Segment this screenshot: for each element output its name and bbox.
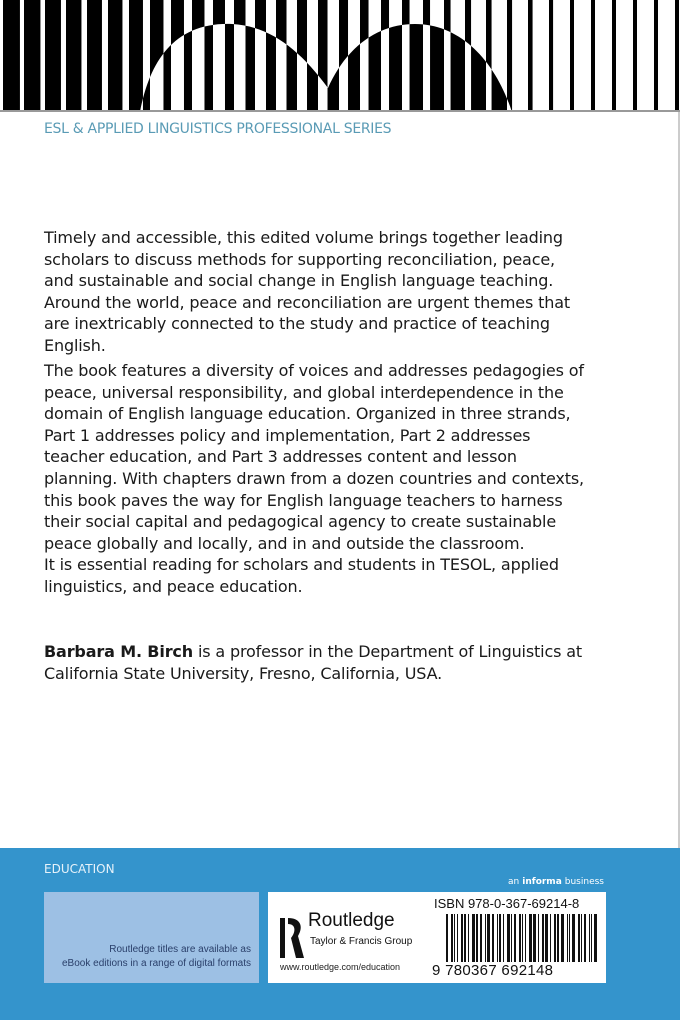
stripe — [245, 0, 255, 110]
text-line: linguistics, and peace education. — [44, 576, 303, 596]
publisher-url[interactable]: www.routledge.com/education — [280, 962, 401, 972]
stripe — [307, 0, 318, 110]
stripe — [3, 0, 20, 110]
stripe — [81, 0, 87, 110]
stripe — [108, 0, 122, 110]
ebook-notice — [44, 892, 259, 983]
barcode-bar — [451, 914, 453, 962]
barcode-bar — [457, 914, 458, 962]
stripe-arch-artwork — [0, 0, 680, 112]
barcode-bar — [529, 914, 532, 962]
barcode-bar — [578, 914, 580, 962]
barcode-bar — [492, 914, 494, 962]
stripe — [507, 0, 512, 110]
stripe — [45, 0, 61, 110]
informa-suffix: business — [564, 877, 604, 887]
stripe — [570, 0, 574, 110]
text-line: this book paves the way for English language teachers to harness — [44, 490, 563, 510]
category-label: EDUCATION — [44, 862, 115, 876]
ebook-line: eBook editions in a range of digital formats — [62, 958, 251, 969]
description-paragraph-1 — [44, 227, 644, 357]
stripe — [24, 0, 40, 110]
stripe — [553, 0, 570, 110]
stripe — [574, 0, 591, 110]
stripe — [451, 0, 465, 110]
barcode-bar — [514, 914, 516, 962]
isbn: ISBN 978-0-367-69214-8 — [434, 896, 580, 911]
stripe — [595, 0, 612, 110]
barcode-bar — [569, 914, 570, 962]
stripe — [66, 0, 81, 110]
barcode — [444, 914, 599, 962]
barcode-bar — [572, 914, 575, 962]
stripe — [528, 0, 533, 110]
barcode-bar — [507, 914, 510, 962]
barcode-bar — [480, 914, 482, 962]
barcode-bar — [589, 914, 590, 962]
text-line: It is essential reading for scholars and students in TESOL, applied — [44, 555, 559, 575]
barcode-bar — [464, 914, 466, 962]
barcode-bar — [519, 914, 521, 962]
stripe — [633, 0, 637, 110]
stripe — [348, 0, 360, 110]
text-line: Part 1 addresses policy and implementation, Part 2 addresses — [44, 425, 531, 445]
publisher-barcode-box — [268, 892, 606, 983]
barcode-bar — [533, 914, 536, 962]
barcode-bar — [561, 914, 564, 962]
text-line: and sustainable and social change in English language teaching. — [44, 271, 554, 291]
stripe — [612, 0, 616, 110]
publisher-group: Taylor & Francis Group — [310, 936, 413, 947]
stripe — [102, 0, 108, 110]
stripe — [430, 0, 444, 110]
stripe — [616, 0, 633, 110]
stripe — [654, 0, 658, 110]
stripe — [287, 0, 297, 110]
text-line: English. — [44, 335, 106, 355]
text-line: scholars to discuss methods for supporting reconciliation, peace, — [44, 249, 555, 269]
stripe — [512, 0, 528, 110]
barcode-bar — [468, 914, 469, 962]
stripe — [184, 0, 192, 110]
text-line: Around the world, peace and reconciliation are urgent themes that — [44, 292, 570, 312]
stripe — [675, 0, 679, 110]
text-line: peace globally and locally, and in and outside the classroom. — [44, 533, 525, 553]
stripe — [163, 0, 171, 110]
stripe — [225, 0, 234, 110]
routledge-logo-icon — [280, 916, 306, 960]
barcode-bar — [472, 914, 475, 962]
stripe — [492, 0, 507, 110]
stripe — [549, 0, 553, 110]
stripe — [637, 0, 654, 110]
barcode-bar — [525, 914, 526, 962]
text-line: their social capital and pedagogical agency to create sustainable — [44, 512, 557, 532]
barcode-bar — [485, 914, 486, 962]
barcode-bar — [554, 914, 556, 962]
informa-tagline — [505, 877, 604, 888]
stripe — [20, 0, 24, 110]
stripe — [40, 0, 45, 110]
text-line: planning. With chapters drawn from a dozen countries and contexts, — [44, 468, 584, 488]
stripe — [533, 0, 549, 110]
stripe — [328, 0, 339, 110]
author-bio — [44, 641, 644, 684]
stripe — [204, 0, 213, 110]
stripe — [61, 0, 66, 110]
barcode-bar — [487, 914, 490, 962]
author-bio-text: is a professor in the Department of Linguistics at — [193, 642, 583, 661]
barcode-bar — [511, 914, 512, 962]
barcode-bar — [542, 914, 544, 962]
stripe — [122, 0, 129, 110]
barcode-bar — [584, 914, 586, 962]
barcode-bar — [550, 914, 551, 962]
text-line: domain of English language education. Organized in three strands, — [44, 404, 571, 424]
barcode-bar — [591, 914, 592, 962]
description-paragraph-2 — [44, 360, 644, 598]
barcode-bar — [545, 914, 548, 962]
barcode-bar — [461, 914, 463, 962]
barcode-bar — [594, 914, 597, 962]
barcode-bar — [446, 914, 448, 962]
barcode-bar — [567, 914, 568, 962]
footer-band — [0, 848, 680, 1020]
informa-brand: informa — [522, 877, 562, 887]
barcode-bar — [499, 914, 501, 962]
barcode-bar — [454, 914, 455, 962]
publisher-name: Routledge — [308, 910, 395, 931]
text-line: teacher education, and Part 3 addresses content and lesson — [44, 447, 517, 467]
ebook-line: Routledge titles are available as — [109, 944, 251, 955]
stripe — [389, 0, 402, 110]
text-line: The book features a diversity of voices and addresses pedagogies of — [44, 361, 584, 380]
barcode-bar — [581, 914, 582, 962]
barcode-bar — [557, 914, 559, 962]
stripe — [471, 0, 486, 110]
text-line: peace, universal responsibility, and global interdependence in the — [44, 382, 564, 402]
barcode-bar — [476, 914, 478, 962]
text-line: Timely and accessible, this edited volume brings together leading — [44, 228, 563, 247]
barcode-bar — [538, 914, 539, 962]
stripe — [658, 0, 675, 110]
author-bio-text: California State University, Fresno, California, USA. — [44, 663, 443, 683]
stripe — [591, 0, 595, 110]
informa-prefix: an — [508, 877, 520, 887]
stripe — [129, 0, 143, 110]
series-title: ESL & APPLIED LINGUISTICS PROFESSIONAL SERIES — [44, 121, 392, 137]
author-name: Barbara M. Birch — [44, 642, 194, 661]
barcode-digits: 9 780367 692148 — [432, 962, 554, 979]
stripe — [369, 0, 381, 110]
text-line: are inextricably connected to the study and practice of teaching — [44, 314, 550, 334]
stripe — [410, 0, 423, 110]
stripe — [87, 0, 102, 110]
stripe — [143, 0, 150, 110]
barcode-bar — [497, 914, 498, 962]
barcode-bar — [522, 914, 523, 962]
stripe — [266, 0, 276, 110]
barcode-bar — [503, 914, 504, 962]
